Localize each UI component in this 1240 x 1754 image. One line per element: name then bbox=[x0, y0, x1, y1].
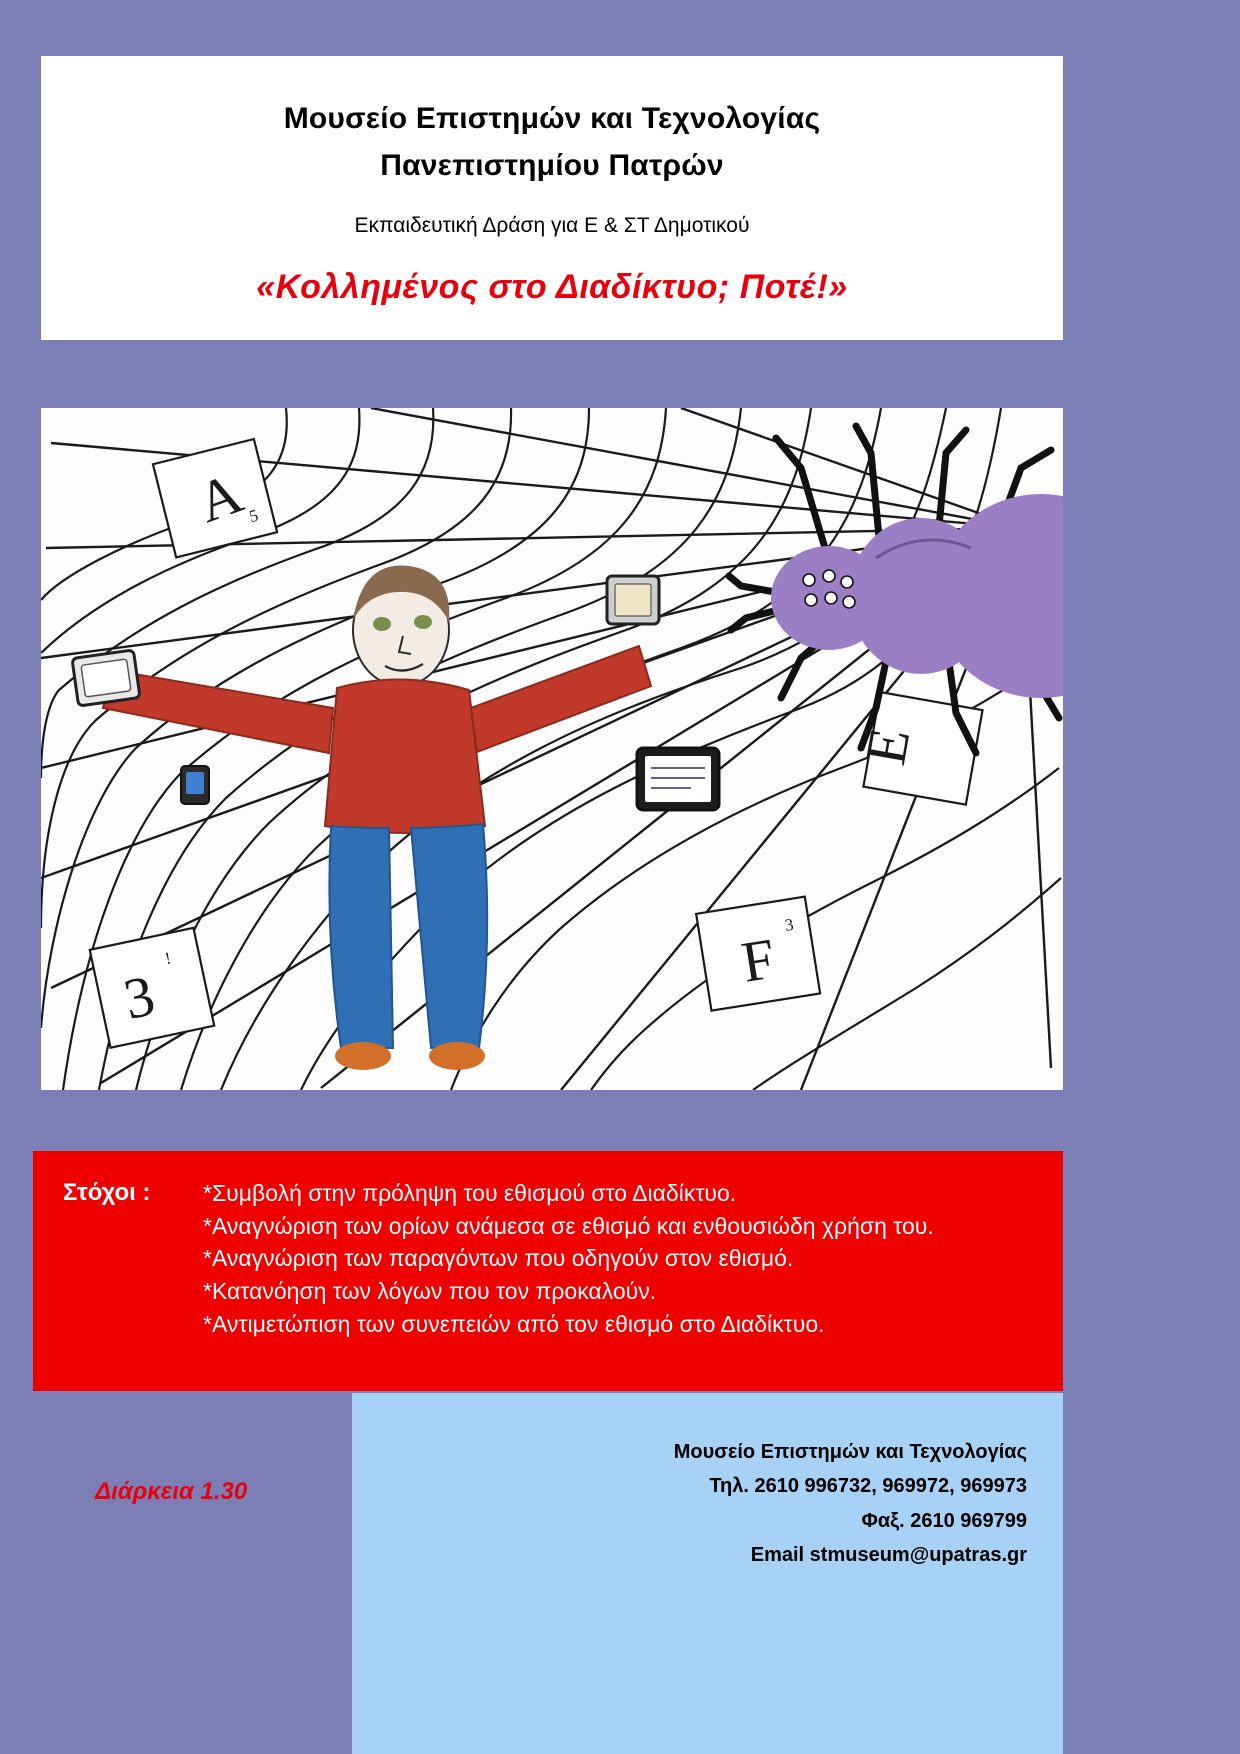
goals-item: *Κατανόηση των λόγων που τον προκαλούν. bbox=[203, 1277, 657, 1304]
svg-text:F: F bbox=[737, 925, 780, 995]
spiderweb-illustration-svg bbox=[41, 408, 1063, 1090]
goals-list bbox=[203, 1177, 934, 1340]
svg-text:A: A bbox=[188, 459, 251, 536]
goals-item: *Συμβολή στην πρόληψη του εθισμού στο Διαδίκτυο. bbox=[203, 1180, 737, 1206]
svg-text:E: E bbox=[852, 723, 923, 770]
illustration-spiderweb-drawing bbox=[41, 408, 1063, 1090]
goals-item: *Αντιμετώπιση των συνεπειών από τον εθισμό στο Διαδίκτυο. bbox=[203, 1310, 825, 1337]
boy-right-eye bbox=[414, 615, 432, 629]
svg-text:!: ! bbox=[163, 948, 173, 969]
boy-right-shoe bbox=[429, 1042, 485, 1070]
svg-text:3: 3 bbox=[118, 962, 161, 1032]
museum-name-line1: Μουσείο Επιστημών και Τεχνολογίας bbox=[283, 102, 821, 135]
goals-item: *Αναγνώριση των ορίων ανάμεσα σε εθισμό και ενθουσιώδη χρήση του. bbox=[203, 1212, 934, 1239]
header-subtitle: Εκπαιδευτική Δράση για Ε & ΣΤ Δημοτικού bbox=[354, 214, 750, 237]
goals-label: Στόχοι : bbox=[63, 1179, 151, 1206]
contact-museum-name: Μουσείο Επιστημών και Τεχνολογίας bbox=[673, 1441, 1027, 1463]
device-tablet-top bbox=[607, 576, 659, 624]
header-card bbox=[41, 56, 1063, 340]
contact-box bbox=[352, 1393, 1063, 1754]
device-phone-left bbox=[72, 650, 140, 706]
page-title: «Κολλημένος στο Διαδίκτυο; Ποτέ!» bbox=[256, 268, 848, 307]
svg-text:5: 5 bbox=[247, 505, 261, 527]
boy-left-eye bbox=[373, 617, 391, 631]
contact-email: Email stmuseum@upatras.gr bbox=[750, 1544, 1027, 1567]
svg-text:3: 3 bbox=[783, 914, 795, 935]
device-tablet-right bbox=[637, 748, 719, 810]
goals-item: *Αναγνώριση των παραγόντων που οδηγούν στον εθισμό. bbox=[203, 1245, 794, 1272]
contact-phone: Τηλ. 2610 996732, 969972, 969973 bbox=[709, 1475, 1027, 1498]
duration-label: Διάρκεια 1.30 bbox=[95, 1478, 248, 1505]
museum-name-line2: Πανεπιστημίου Πατρών bbox=[380, 148, 724, 182]
boy-left-shoe bbox=[335, 1042, 391, 1070]
goals-box bbox=[33, 1151, 1063, 1391]
boy-left-leg bbox=[329, 826, 393, 1048]
device-phone-small-left bbox=[181, 766, 209, 804]
boy-torso bbox=[325, 679, 485, 833]
contact-fax: Φαξ. 2610 969799 bbox=[861, 1509, 1027, 1532]
